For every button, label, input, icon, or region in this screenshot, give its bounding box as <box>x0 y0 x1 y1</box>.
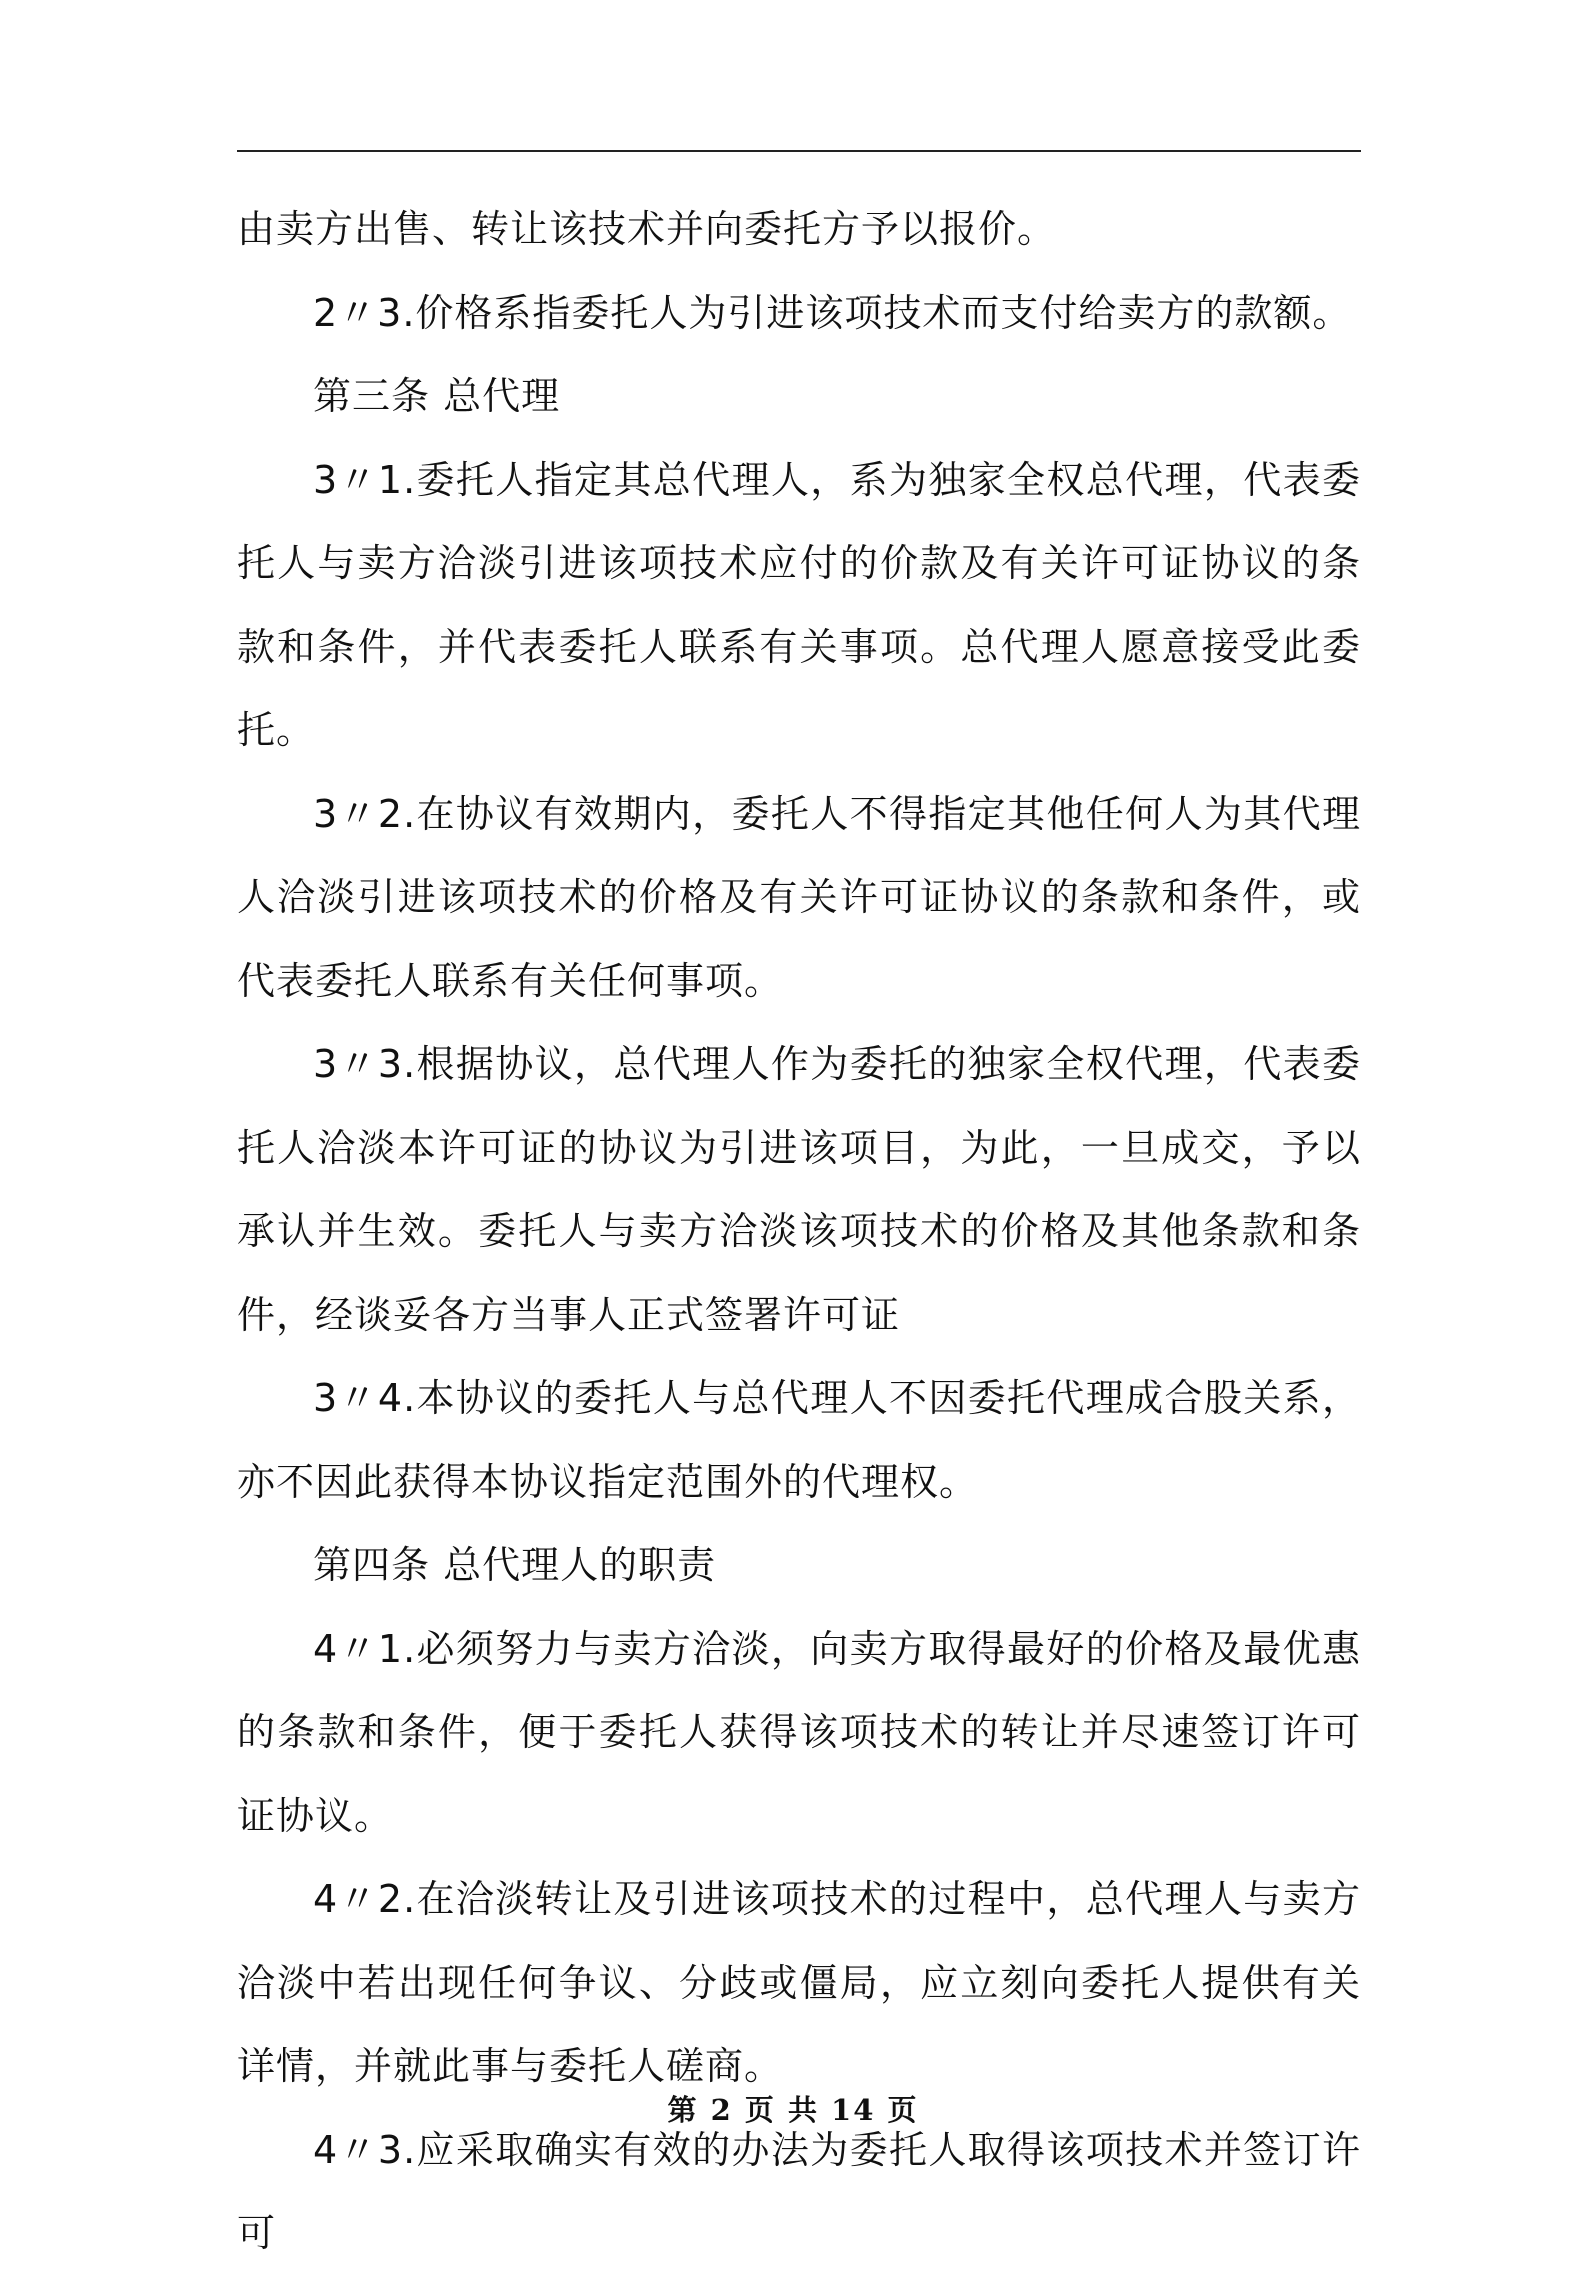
paragraph-clause-3-3: 3〃3.根据协议，总代理人作为委托的独家全权代理，代表委托人洽淡本许可证的协议为引进该项目，为此，一旦成交，予以承认并生效。委托人与卖方洽淡该项技术的价格及其他条款和条件，经谈妥各方当事人正式签署许可证 <box>237 1042 1361 1337</box>
page-number-footer: 第 2 页 共 14 页 <box>667 2093 919 2127</box>
paragraph-clause-4-2: 4〃2.在洽淡转让及引进该项技术的过程中，总代理人与卖方洽淡中若出现任何争议、分歧或僵局，应立刻向委托人提供有关详情，并就此事与委托人磋商。 <box>237 1877 1361 2088</box>
paragraph-continuation: 由卖方出售、转让该技术并向委托方予以报价。 <box>237 207 1057 251</box>
section-heading-article-3: 第三条 总代理 <box>313 374 561 418</box>
paragraph-clause-2-3: 2〃3.价格系指委托人为引进该项技术而支付给卖方的款额。 <box>313 290 1352 335</box>
header-rule <box>237 150 1361 152</box>
document-body <box>237 188 1361 2276</box>
paragraph-clause-3-1: 3〃1.委托人指定其总代理人，系为独家全权总代理，代表委托人与卖方洽淡引进该项技术应付的价款及有关许可证协议的条款和条件，并代表委托人联系有关事项。总代理人愿意接受此委托。 <box>237 457 1361 752</box>
section-heading-article-4: 第四条 总代理人的职责 <box>313 1543 717 1587</box>
paragraph-clause-3-4: 3〃4.本协议的委托人与总代理人不因委托代理成合股关系，亦不因此获得本协议指定范围外的代理权。 <box>237 1376 1361 1504</box>
paragraph-clause-4-1: 4〃1.必须努力与卖方洽淡，向卖方取得最好的价格及最优惠的条款和条件，便于委托人获得该项技术的转让并尽速签订许可证协议。 <box>237 1626 1361 1838</box>
paragraph-clause-3-2: 3〃2.在协议有效期内，委托人不得指定其他任何人为其代理人洽淡引进该项技术的价格及有关许可证协议的条款和条件，或代表委托人联系有关任何事项。 <box>237 791 1361 1003</box>
paragraph-clause-4-3: 4〃3.应采取确实有效的办法为委托人取得该项技术并签订许可 <box>237 2127 1361 2255</box>
